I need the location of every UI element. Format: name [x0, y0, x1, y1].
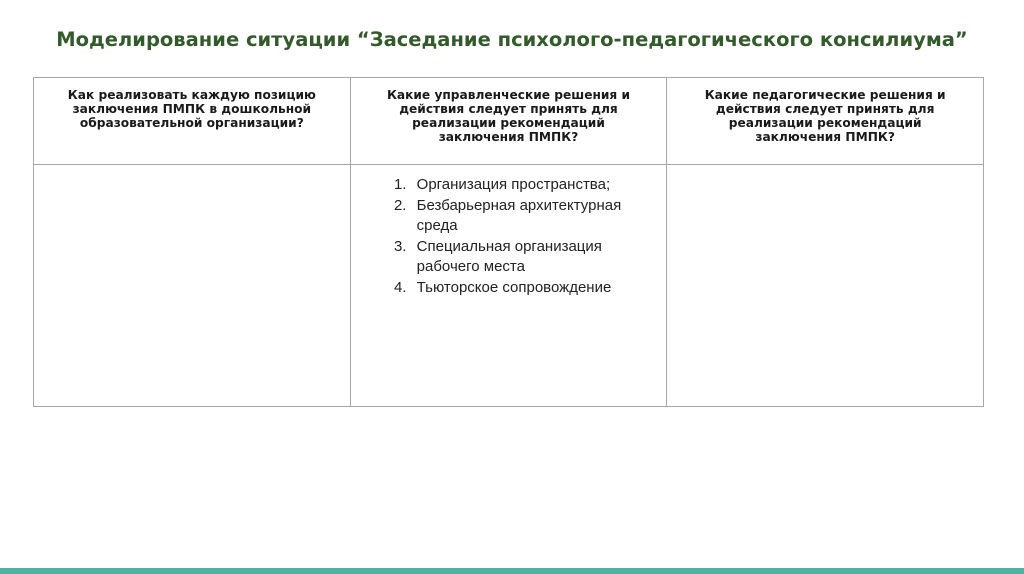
header-cell-management: [350, 78, 667, 165]
list-item: 3. Специальная организация рабочего места: [411, 237, 649, 278]
header-text-management: Какие управленческие решения и действия следует принять для реализации рекомендаций заключения ПМПК?: [386, 88, 631, 144]
header-cell-pedagogical: [667, 78, 984, 165]
header-text-pedagogical: Какие педагогические решения и действия следует принять для реализации рекомендаций заключения ПМПК?: [704, 88, 946, 144]
list-item: 2. Безбарьерная архитектурная среда: [411, 196, 649, 237]
table-header-row: [34, 78, 984, 165]
slide-title: Моделирование ситуации “Заседание психолого-педагогического консилиума”: [56, 28, 968, 51]
list-item: 1. Организация пространства;: [411, 175, 649, 196]
accent-bar: [0, 568, 1024, 574]
body-cell-management: [350, 165, 667, 407]
header-text-implementation: Как реализовать каждую позицию заключения ПМПК в дошкольной образовательной организации?: [67, 88, 316, 130]
table-body-row: [34, 165, 984, 407]
header-cell-implementation: [34, 78, 351, 165]
body-cell-pedagogical: [667, 165, 984, 407]
body-cell-implementation: [34, 165, 351, 407]
ppk-table: [33, 77, 984, 407]
management-actions-list: [351, 175, 667, 298]
list-item: 4. Тьюторское сопровождение: [411, 278, 649, 299]
